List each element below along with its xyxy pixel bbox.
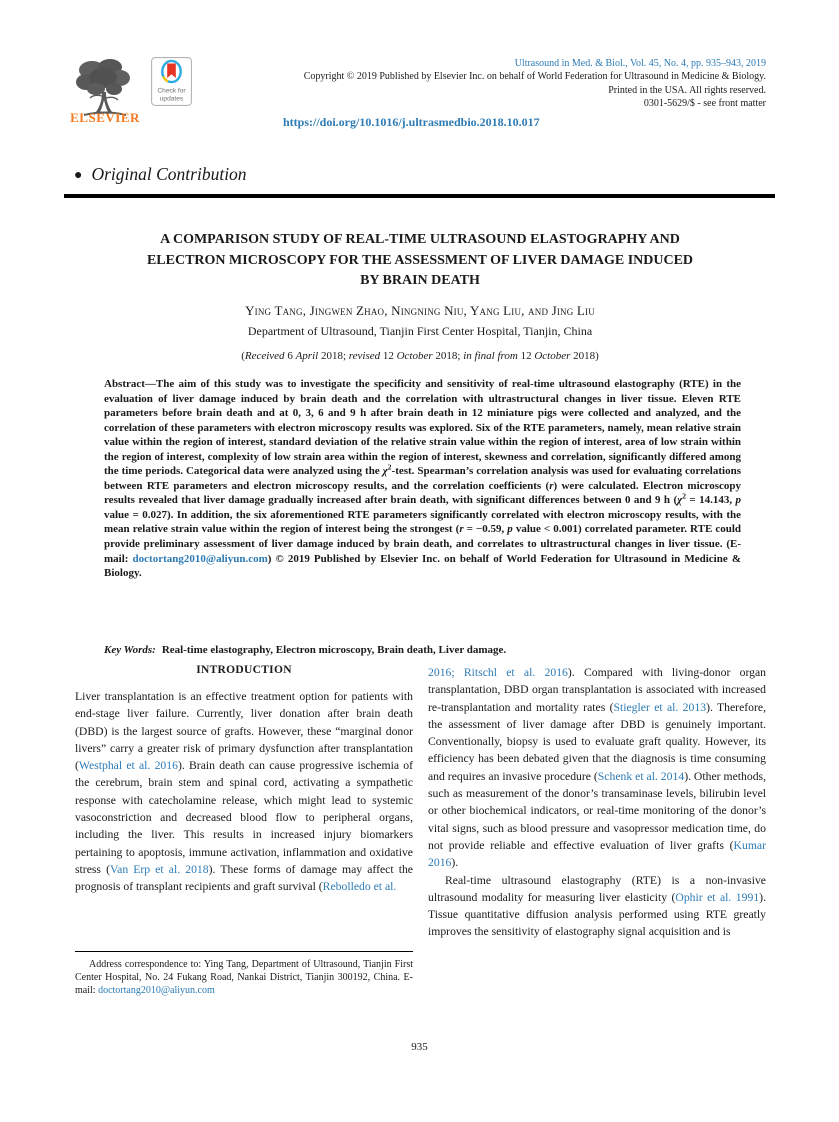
bullet-icon: ● (74, 168, 83, 183)
affiliation: Department of Ultrasound, Tianjin First Center Hospital, Tianjin, China (247, 324, 593, 338)
keywords (104, 644, 741, 656)
section-banner-label: Original Contribution (91, 164, 247, 184)
inline-link[interactable]: Ophir et al. 1991 (675, 890, 760, 904)
issn-line: 0301-5629/$ - see front matter (643, 98, 766, 110)
keywords-text: Real-time elastography, Electron microscopy, Brain death, Liver damage. (161, 644, 507, 656)
article-title (70, 230, 770, 292)
inline-link[interactable]: Van Erp et al. 2018 (109, 862, 209, 876)
inline-link[interactable]: Westphal et al. 2016 (78, 759, 178, 773)
elsevier-wordmark: ELSEVIER (70, 110, 140, 125)
inline-link[interactable]: Rebolledo et al. (322, 880, 397, 894)
section-banner (74, 164, 247, 185)
right-column (428, 664, 766, 941)
article-title-line-2: ELECTRON MICROSCOPY FOR THE ASSESSMENT OF LIVER DAMAGE INDUCED (146, 252, 694, 268)
received-dates: (Received 6 April 2018; revised 12 October 2018; in final from 12 October 2018) (241, 350, 599, 362)
banner-rule (64, 194, 775, 198)
intro-paragraph-right-2: Real-time ultrasound elastography (RTE) is a non-invasive ultrasound modality for measuring liver elasticity (Ophir et al. 1991). Tissue quantitative diffusion analysis performed using RTE greatly improves the sensitivity of elastography signal acquisition and is (428, 873, 766, 939)
correspondence-text: Address correspondence to: Ying Tang, Department of Ultrasound, Tianjin First Center Hospital, No. 24 Fukang Road, Nankai District, Tianjin 300192, China. E-mail: doctortang2010@aliyun.com (75, 959, 413, 997)
journal-header-meta (300, 57, 766, 111)
doi-link[interactable]: https://doi.org/10.1016/j.ultrasmedbio.2018.10.017 (283, 115, 540, 129)
article-title-line-1: A COMPARISON STUDY OF REAL-TIME ULTRASOUND ELASTOGRAPHY AND (160, 232, 680, 247)
intro-paragraph-left: Liver transplantation is an effective treatment option for patients with end-stage liver failure. Currently, liver donation after brain death (DBD) is the largest source of grafts. However, these “marginal donor livers” carry a greater risk of primary dysfunction after transplantation (Westphal et al. 2016). Brain death can cause progressive ischemia of the cerebrum, brain stem and spinal cord, activating a sympathetic response with catecholamine release, which might lead to systemic vasoconstriction and decreased blood flow to peripheral organs, including the liver. This results in increased injury biomarkers pertaining to apoptosis, immune activation, inflammation and oxidative stress (Van Erp et al. 2018). These forms of damage may affect the prognosis of transplant recipients and graft survival (Rebolledo et al. (75, 690, 413, 894)
journal-volume-line: Ultrasound in Med. & Biol., Vol. 45, No. 4, pp. 935–943, 2019 (514, 58, 766, 69)
check-badge-text-1: Check for (157, 87, 186, 95)
abstract: Abstract—The aim of this study was to investigate the specificity and sensitivity of real-time ultrasound elastography (RTE) in the evaluation of liver damage induced by brain death and the correlation with ultrastructural changes in liver tissue. Eleven RTE parameters before brain death and at 0, 3, 6 and 9 h after brain death in 12 miniature pigs were collected and analyzed, and the correlation of these parameters with electron microscopy results was explored. Six of the RTE parameters, namely, mean relative strain value within the region of interest, standard deviation of the relative strain value within the region of interest, area of low strain within the region of interest, complexity of low strain area within the region of interest, skewness and correlation, significantly differed among the time periods. Categorical data were analyzed using the $\chi^2$-test. Spearman’s correlation analysis was used for evaluating correlations between RTE parameters and electron microscopy results, and the correlation coefficients (r) were calculated. Electron microscopy results revealed that liver damage gradually increased after brain death, with significant differences between 0 and 9 h ($\chi^2 = 14.143$, p value = 0.027). In addition, the six aforementioned RTE parameters significantly correlated with electron microscopy results, with the mean relative strain value within the region of interest being the strongest (r = −0.59, p value < 0.001) correlated parameter. RTE could provide preliminary assessment of liver damage induced by brain death, and correlates to ultrastructural changes in liver tissue. (E-mail: doctortang2010@aliyun.com) © 2019 Published by Elsevier Inc. on behalf of World Federation for Ultrasound in Medicine & Biology. (104, 378, 742, 580)
page-number: 935 (411, 1041, 428, 1053)
inline-link[interactable]: 2016; Ritschl et al. 2016 (428, 666, 568, 679)
copyright-line: Copyright © 2019 Published by Elsevier Inc. on behalf of World Federation for Ultrasound in Medicine & Biology. (303, 71, 766, 83)
article-title-line-3: BY BRAIN DEATH (360, 273, 480, 288)
correspondence-footnote (75, 951, 413, 998)
inline-link[interactable]: Stiegler et al. 2013 (613, 700, 707, 714)
author-list: Ying Tang, Jingwen Zhao, Ningning Niu, Yang Liu, and Jing Liu (245, 303, 595, 318)
left-column (75, 664, 413, 896)
keywords-label: Key Words: (104, 644, 156, 656)
check-badge-text-2: updates (159, 95, 184, 103)
printed-line: Printed in the USA. All rights reserved. (608, 84, 766, 96)
inline-link[interactable]: Kumar 2016 (428, 838, 766, 870)
inline-link[interactable]: doctortang2010@aliyun.com (132, 552, 268, 565)
inline-link[interactable]: doctortang2010@aliyun.com (98, 985, 215, 997)
check-for-updates-badge[interactable] (151, 57, 192, 106)
introduction-heading: INTRODUCTION (196, 664, 292, 676)
inline-link[interactable]: Schenk et al. 2014 (597, 769, 685, 783)
intro-paragraph-right-1: 2016; Ritschl et al. 2016). Compared with living-donor organ transplantation, DBD organ transplantation is associated with increased re-transplantation and mortality rates (Stiegler et al. 2013). Therefore, the assessment of liver damage after DBD is genuinely important. Conventionally, biopsy is used to evaluate graft quality. However, its efficiency has been debated given that the diagnosis is time consuming and requires an invasive procedure (Schenk et al. 2014). Other methods, such as measurement of the donor’s transaminase levels, bilirubin level or other biochemical indicators, or real-time monitoring of the donor’s vital signs, such as blood pressure and vasopressor medication time, do not provide reliable and effective evaluation of liver grafts (Kumar 2016). (428, 666, 767, 870)
